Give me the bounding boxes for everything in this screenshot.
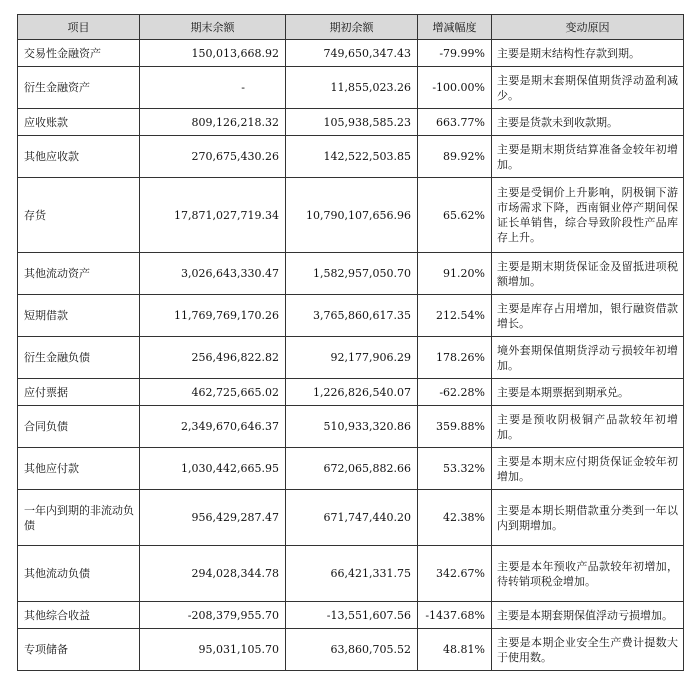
row-item: 其他综合收益 [18, 602, 140, 629]
row-change-reason: 主要是本期长期借款重分类到一年以内到期增加。 [492, 490, 684, 546]
table-row [18, 178, 684, 253]
row-end-balance: 3,026,643,330.47 [140, 253, 286, 295]
row-change-rate: -62.28% [418, 379, 492, 406]
table-row [18, 253, 684, 295]
table-row [18, 379, 684, 406]
row-begin-balance: -13,551,607.56 [286, 602, 418, 629]
row-change-rate: 212.54% [418, 295, 492, 337]
header-item: 项目 [18, 15, 140, 40]
table-row [18, 337, 684, 379]
row-begin-balance: 11,855,023.26 [286, 67, 418, 109]
table-row [18, 136, 684, 178]
row-change-rate: 91.20% [418, 253, 492, 295]
row-end-balance: - [140, 67, 286, 109]
row-change-reason: 主要是受铜价上升影响，阴极铜下游市场需求下降，西南铜业停产期间保证长单销售，综合导致阶段性产品库存上升。 [492, 178, 684, 253]
row-change-reason: 主要是本年预收产品款较年初增加，待转销项税金增加。 [492, 546, 684, 602]
row-change-reason: 主要是期末结构性存款到期。 [492, 40, 684, 67]
header-begin-balance: 期初余额 [286, 15, 418, 40]
header-change-rate: 增减幅度 [418, 15, 492, 40]
row-end-balance: -208,379,955.70 [140, 602, 286, 629]
row-begin-balance: 10,790,107,656.96 [286, 178, 418, 253]
row-item: 存货 [18, 178, 140, 253]
row-change-rate: 342.67% [418, 546, 492, 602]
row-change-rate: 53.32% [418, 448, 492, 490]
row-begin-balance: 672,065,882.66 [286, 448, 418, 490]
row-change-reason: 主要是期末期货结算准备金较年初增加。 [492, 136, 684, 178]
row-change-reason: 境外套期保值期货浮动亏损较年初增加。 [492, 337, 684, 379]
row-item: 其他应付款 [18, 448, 140, 490]
row-end-balance: 150,013,668.92 [140, 40, 286, 67]
row-end-balance: 95,031,105.70 [140, 629, 286, 671]
row-item: 交易性金融资产 [18, 40, 140, 67]
table-header-row [18, 15, 684, 40]
row-change-reason: 主要是本期末应付期货保证金较年初增加。 [492, 448, 684, 490]
row-begin-balance: 66,421,331.75 [286, 546, 418, 602]
header-change-reason: 变动原因 [492, 15, 684, 40]
row-change-reason: 主要是本期票据到期承兑。 [492, 379, 684, 406]
row-end-balance: 17,871,027,719.34 [140, 178, 286, 253]
row-change-rate: -1437.68% [418, 602, 492, 629]
row-change-rate: -100.00% [418, 67, 492, 109]
table-row [18, 629, 684, 671]
row-begin-balance: 510,933,320.86 [286, 406, 418, 448]
row-item: 合同负债 [18, 406, 140, 448]
table-row [18, 67, 684, 109]
table-row [18, 490, 684, 546]
row-item: 其他应收款 [18, 136, 140, 178]
row-begin-balance: 142,522,503.85 [286, 136, 418, 178]
row-change-reason: 主要是期末期货保证金及留抵进项税额增加。 [492, 253, 684, 295]
row-change-reason: 主要是货款未到收款期。 [492, 109, 684, 136]
row-begin-balance: 749,650,347.43 [286, 40, 418, 67]
row-begin-balance: 1,226,826,540.07 [286, 379, 418, 406]
row-begin-balance: 671,747,440.20 [286, 490, 418, 546]
row-end-balance: 956,429,287.47 [140, 490, 286, 546]
row-change-reason: 主要是期末套期保值期货浮动盈利减少。 [492, 67, 684, 109]
row-end-balance: 11,769,769,170.26 [140, 295, 286, 337]
row-end-balance: 256,496,822.82 [140, 337, 286, 379]
row-end-balance: 294,028,344.78 [140, 546, 286, 602]
row-item: 短期借款 [18, 295, 140, 337]
table-row [18, 406, 684, 448]
row-change-rate: 178.26% [418, 337, 492, 379]
table-row [18, 40, 684, 67]
row-change-rate: 65.62% [418, 178, 492, 253]
row-change-rate: 48.81% [418, 629, 492, 671]
header-end-balance: 期末余额 [140, 15, 286, 40]
row-change-rate: 663.77% [418, 109, 492, 136]
row-item: 其他流动资产 [18, 253, 140, 295]
balance-change-table [17, 14, 684, 671]
row-change-reason: 主要是库存占用增加，银行融资借款增长。 [492, 295, 684, 337]
row-begin-balance: 105,938,585.23 [286, 109, 418, 136]
row-change-reason: 主要是预收阴极铜产品款较年初增加。 [492, 406, 684, 448]
row-begin-balance: 92,177,906.29 [286, 337, 418, 379]
row-begin-balance: 3,765,860,617.35 [286, 295, 418, 337]
row-end-balance: 1,030,442,665.95 [140, 448, 286, 490]
row-change-rate: -79.99% [418, 40, 492, 67]
row-end-balance: 462,725,665.02 [140, 379, 286, 406]
table-row [18, 109, 684, 136]
row-end-balance: 2,349,670,646.37 [140, 406, 286, 448]
table-row [18, 448, 684, 490]
row-end-balance: 809,126,218.32 [140, 109, 286, 136]
table-row [18, 602, 684, 629]
report-table-container [17, 14, 684, 671]
row-change-reason: 主要是本期企业安全生产费计提数大于使用数。 [492, 629, 684, 671]
row-item: 一年内到期的非流动负债 [18, 490, 140, 546]
row-change-rate: 42.38% [418, 490, 492, 546]
row-item: 应付票据 [18, 379, 140, 406]
row-change-rate: 359.88% [418, 406, 492, 448]
row-end-balance: 270,675,430.26 [140, 136, 286, 178]
row-item: 专项储备 [18, 629, 140, 671]
row-begin-balance: 63,860,705.52 [286, 629, 418, 671]
row-change-rate: 89.92% [418, 136, 492, 178]
row-item: 其他流动负债 [18, 546, 140, 602]
row-item: 衍生金融负债 [18, 337, 140, 379]
row-item: 衍生金融资产 [18, 67, 140, 109]
row-begin-balance: 1,582,957,050.70 [286, 253, 418, 295]
row-change-reason: 主要是本期套期保值浮动亏损增加。 [492, 602, 684, 629]
table-row [18, 546, 684, 602]
row-item: 应收账款 [18, 109, 140, 136]
table-row [18, 295, 684, 337]
